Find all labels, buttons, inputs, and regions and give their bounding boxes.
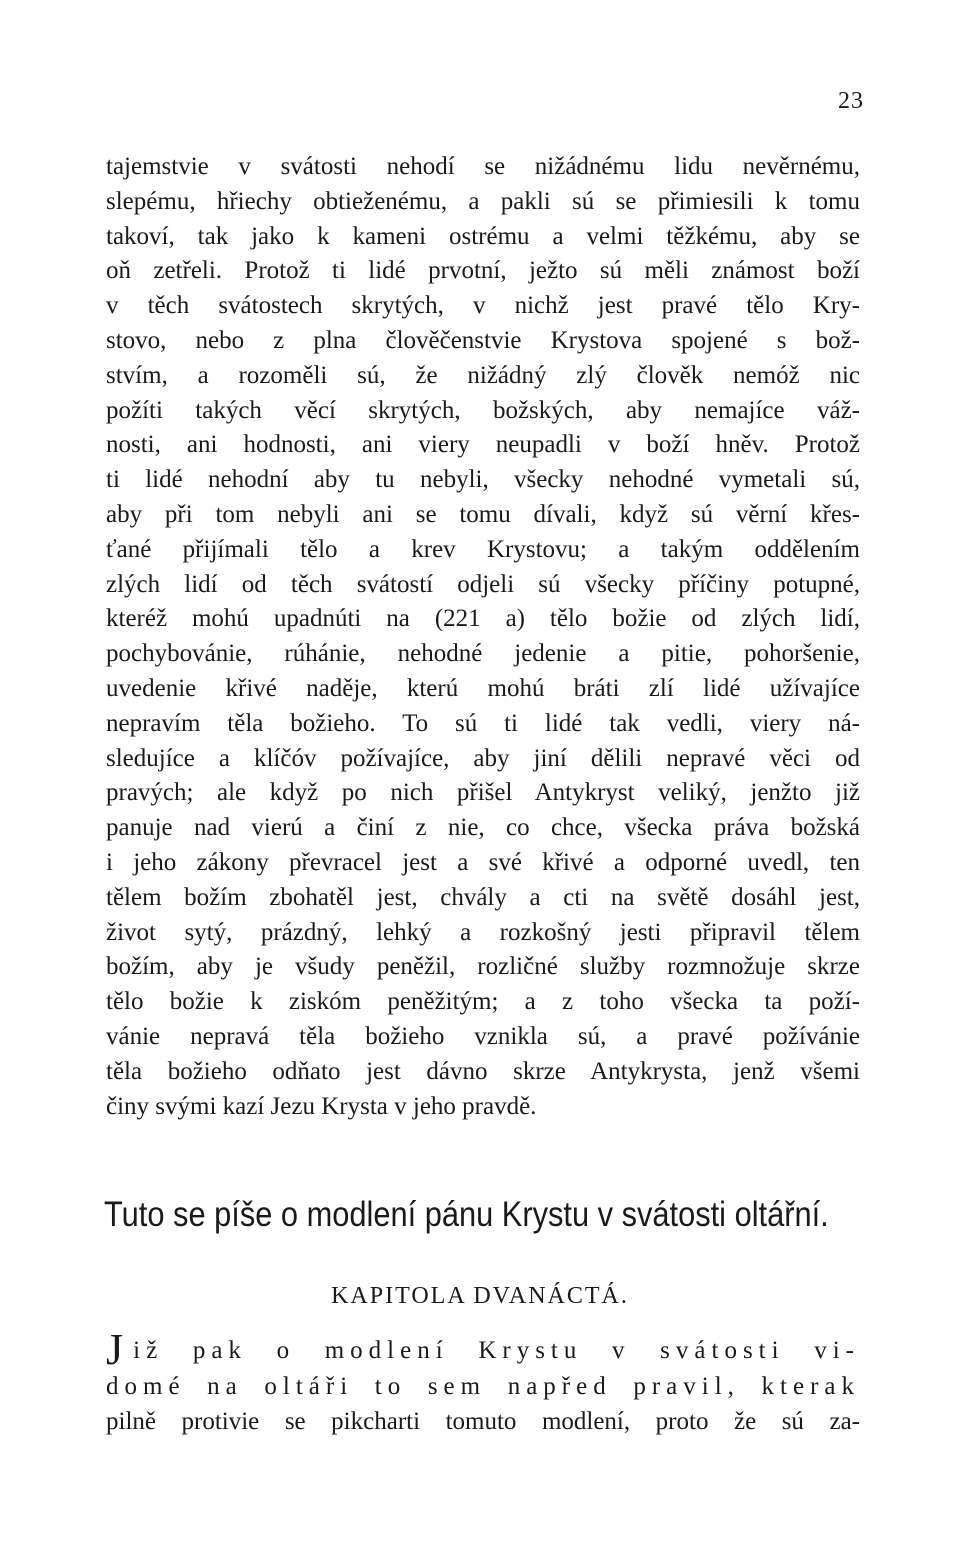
text-line: vánie nepravá těla božieho vznikla sú, a pravé požívánie xyxy=(106,1022,860,1050)
text-line: stvím, a rozoměli sú, že nižádný zlý člověk nemóž nic xyxy=(106,361,860,389)
text-line: požíti takých věcí skrytých, božských, aby nemajíce váž- xyxy=(106,396,860,424)
text-line: panuje nad vierú a činí z nie, co chce, všecka práva božská xyxy=(106,814,860,842)
page-number: 23 xyxy=(838,88,864,114)
section-heading: Tuto se píše o modlení pánu Krystu v svátosti oltářní. xyxy=(104,1195,829,1234)
text-line: pochybovánie, rúhánie, nehodné jedenie a pitie, pohoršenie, xyxy=(106,640,860,668)
text-line: pilně protivie se pikcharti tomuto modlení, proto že sú za- xyxy=(106,1408,860,1435)
text-line: aby při tom nebyli ani se tomu dívali, když sú věrní křes- xyxy=(106,500,860,528)
text-line: sledujíce a klíčóv požívajíce, aby jiní dělili nepravé věci od xyxy=(106,744,860,772)
text-line: tajemstvie v svátosti nehodí se nižádnému lidu nevěrnému, xyxy=(106,153,860,180)
text-line: tělo božie k ziskóm peněžitým; a z toho všecka ta poží- xyxy=(106,988,860,1016)
text-line: uvedenie křivé naděje, kterú mohú bráti zlí lidé užívajíce xyxy=(106,674,860,702)
text-line: božím, aby je všudy peněžil, rozličné služby rozmnožuje skrze xyxy=(106,953,860,981)
text-line: v těch svátostech skrytých, v nichž jest pravé tělo Kry- xyxy=(106,292,860,320)
text-line: kteréž mohú upadnúti na (221 a) tělo božie od zlých lidí, xyxy=(106,605,860,633)
text-line: život sytý, prázdný, lehký a rozkošný jesti připravil tělem xyxy=(106,918,860,946)
chapter-paragraph xyxy=(106,1325,860,1440)
text-line xyxy=(106,1325,860,1374)
text-line: oň zetřeli. Protož ti lidé prvotní, ježto sú měli známost boží xyxy=(106,257,860,285)
text-line: ťané přijímali tělo a krev Krystovu; a takým oddělením xyxy=(106,535,860,563)
text-line: i jeho zákony převracel jest a své křivé a odporné uvedl, ten xyxy=(106,848,860,876)
text-line: takoví, tak jako k kameni ostrému a velmi těžkému, aby se xyxy=(106,222,860,250)
text-line: zlých lidí od těch svátostí odjeli sú všecky příčiny potupné, xyxy=(106,570,860,598)
text-line: tělem božím zbohatěl jest, chvály a cti na světě dosáhl jest, xyxy=(106,883,860,911)
drop-cap: J xyxy=(106,1325,130,1374)
text-line: pravých; ale když po nich přišel Antykryst veliký, jenžto již xyxy=(106,779,860,807)
text-line: stovo, nebo z plna člověčenstvie Krystova spojené s bož- xyxy=(106,326,860,354)
text-line: slepému, hřiechy obtieženému, a pakli sú se přimiesili k tomu xyxy=(106,187,860,215)
text-line: těla božieho odňato jest dávno skrze Antykrysta, jenž všemi xyxy=(106,1057,860,1085)
body-paragraph xyxy=(106,150,860,1124)
text-line: ti lidé nehodní aby tu nebyli, všecky nehodné vymetali sú, xyxy=(106,466,860,494)
text-line: domé na oltáři to sem napřed pravil, kterak xyxy=(106,1372,860,1400)
chapter-title: KAPITOLA DVANÁCTÁ. xyxy=(331,1283,629,1309)
text-line: činy svými kazí Jezu Krysta v jeho pravdě. xyxy=(106,1092,537,1120)
text-line-rest: iž pak o modlení Krystu v svátosti vi- xyxy=(133,1337,860,1364)
text-line: nepravím těla božieho. To sú ti lidé tak vedli, viery ná- xyxy=(106,709,860,737)
text-line: nosti, ani hodnosti, ani viery neupadli v boží hněv. Protož xyxy=(106,431,860,459)
